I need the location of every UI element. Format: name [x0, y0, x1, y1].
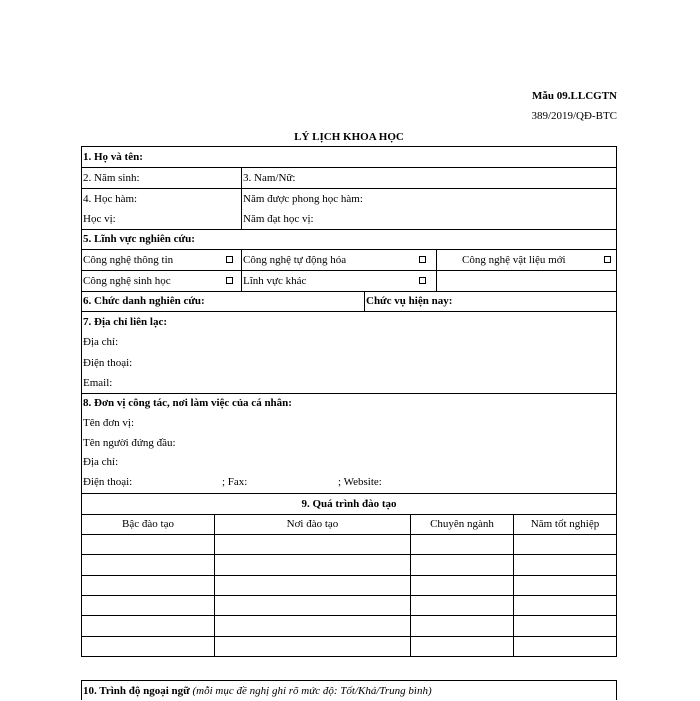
row-workplace: [82, 394, 616, 494]
option-label: Công nghệ tự động hóa: [243, 254, 347, 266]
gender-label: 3. Nam/Nữ:: [243, 172, 296, 184]
column-header-graduation-year: Năm tốt nghiệp: [530, 518, 600, 530]
workplace-unit-name-label: Tên đơn vị:: [83, 416, 135, 429]
full-name-field[interactable]: [82, 147, 616, 167]
major-cell[interactable]: [411, 637, 514, 656]
workplace-phone-field[interactable]: [83, 473, 222, 493]
major-cell[interactable]: [411, 596, 514, 615]
academic-left-cell: [82, 189, 242, 229]
institution-cell[interactable]: [215, 616, 411, 636]
languages-section-note: (mỗi mục đề nghị ghi rõ mức độ: Tốt/Khá/Trung bình): [192, 685, 432, 697]
biotechnology-checkbox[interactable]: [226, 277, 233, 284]
birth-year-field[interactable]: [82, 168, 242, 188]
table-row: [82, 637, 616, 657]
workplace-head-field[interactable]: [83, 434, 615, 454]
option-information-technology[interactable]: [82, 250, 242, 270]
level-cell[interactable]: [82, 616, 215, 636]
level-cell[interactable]: [82, 555, 215, 575]
languages-section: [81, 680, 617, 700]
workplace-phone-label: Điện thoại:: [83, 476, 133, 489]
workplace-website-field[interactable]: [338, 473, 382, 493]
form-code: Mẫu 09.LLCGTN: [532, 90, 617, 102]
academic-title-label: 4. Học hàm:: [83, 193, 138, 205]
research-title-field[interactable]: [82, 292, 365, 311]
graduation-year-cell[interactable]: [514, 535, 616, 554]
empty-cell: [437, 271, 616, 291]
academic-title-field[interactable]: [83, 189, 240, 209]
institution-cell[interactable]: [215, 555, 411, 575]
degree-year-label: Năm đạt học vị:: [243, 213, 314, 225]
research-fields-label: 5. Lĩnh vực nghiên cứu:: [83, 233, 195, 245]
current-position-field[interactable]: [365, 292, 616, 311]
option-other-field[interactable]: [242, 271, 437, 291]
automation-technology-checkbox[interactable]: [419, 256, 426, 263]
major-cell[interactable]: [411, 616, 514, 636]
column-header-major: Chuyên ngành: [411, 515, 514, 534]
option-biotechnology[interactable]: [82, 271, 242, 291]
current-position-label: Chức vụ hiện nay:: [366, 295, 453, 307]
graduation-year-cell[interactable]: [514, 637, 616, 656]
row-research-options-2: [82, 271, 616, 292]
information-technology-checkbox[interactable]: [226, 256, 233, 263]
gender-field[interactable]: [242, 168, 616, 188]
major-cell[interactable]: [411, 555, 514, 575]
graduation-year-cell[interactable]: [514, 555, 616, 575]
training-table-header: [82, 515, 616, 535]
institution-cell[interactable]: [215, 637, 411, 656]
full-name-label: 1. Họ và tên:: [83, 151, 143, 163]
row-contact: [82, 312, 616, 394]
major-cell[interactable]: [411, 576, 514, 595]
table-row: [82, 535, 616, 555]
table-row: [82, 616, 616, 637]
contact-email-field[interactable]: [83, 373, 615, 393]
graduation-year-cell[interactable]: [514, 616, 616, 636]
academic-title-year-label: Năm được phong học hàm:: [243, 193, 363, 205]
academic-title-year-field[interactable]: [243, 189, 615, 209]
level-cell[interactable]: [82, 596, 215, 615]
workplace-unit-name-field[interactable]: [83, 414, 615, 434]
column-header-institution: Nơi đào tạo: [215, 515, 411, 534]
contact-section-label: 7. Địa chỉ liên lạc:: [83, 316, 168, 328]
row-full-name: [82, 147, 616, 168]
row-training-heading: [82, 494, 616, 515]
major-cell[interactable]: [411, 535, 514, 554]
cv-form-table: [81, 146, 617, 657]
academic-right-cell: [242, 189, 616, 229]
table-row: [82, 596, 616, 616]
option-label: Công nghệ vật liệu mới: [462, 254, 566, 266]
workplace-address-field[interactable]: [83, 453, 615, 473]
workplace-contact-line: [83, 473, 615, 493]
training-section-label: 9. Quá trình đào tạo: [301, 498, 397, 510]
row-birth-gender: [82, 168, 616, 189]
contact-email-label: Email:: [83, 376, 113, 389]
contact-address-label: Địa chỉ:: [83, 336, 119, 349]
level-cell[interactable]: [82, 637, 215, 656]
workplace-website-label: ; Website:: [338, 476, 382, 489]
row-academic: [82, 189, 616, 230]
contact-phone-label: Điện thoại:: [83, 356, 133, 369]
document-title: LÝ LỊCH KHOA HỌC: [294, 131, 404, 143]
column-header-level: Bậc đào tạo: [82, 515, 215, 534]
row-position: [82, 292, 616, 312]
option-label: Công nghệ sinh học: [83, 275, 171, 287]
workplace-section-label: 8. Đơn vị công tác, nơi làm việc của cá nhân:: [83, 397, 292, 409]
option-label: Lĩnh vực khác: [243, 275, 307, 287]
graduation-year-cell[interactable]: [514, 576, 616, 595]
other-field-checkbox[interactable]: [419, 277, 426, 284]
birth-year-label: 2. Năm sinh:: [83, 172, 140, 184]
contact-cell: [82, 312, 616, 393]
degree-field[interactable]: [83, 209, 240, 229]
institution-cell[interactable]: [215, 535, 411, 554]
workplace-address-label: Địa chỉ:: [83, 456, 119, 469]
option-new-materials-technology[interactable]: [437, 250, 616, 270]
contact-address-field[interactable]: [83, 332, 615, 352]
languages-section-label: 10. Trình độ ngoại ngữ: [83, 685, 190, 697]
level-cell[interactable]: [82, 576, 215, 595]
workplace-fax-label: ; Fax:: [222, 476, 248, 489]
degree-label: Học vị:: [83, 213, 116, 225]
institution-cell[interactable]: [215, 596, 411, 615]
level-cell[interactable]: [82, 535, 215, 554]
institution-cell[interactable]: [215, 576, 411, 595]
workplace-cell: [82, 394, 616, 493]
row-research-options-1: [82, 250, 616, 271]
table-row: [82, 555, 616, 576]
training-table-body: [82, 535, 616, 657]
contact-phone-field[interactable]: [83, 353, 615, 373]
new-materials-technology-checkbox[interactable]: [604, 256, 611, 263]
decision-reference: 389/2019/QĐ-BTC: [531, 110, 617, 122]
workplace-head-label: Tên người đứng đầu:: [83, 436, 176, 449]
graduation-year-cell[interactable]: [514, 596, 616, 615]
option-label: Công nghệ thông tin: [83, 254, 174, 266]
research-title-label: 6. Chức danh nghiên cứu:: [83, 295, 205, 307]
row-research-fields-heading: [82, 230, 616, 250]
degree-year-field[interactable]: [243, 209, 615, 229]
option-automation-technology[interactable]: [242, 250, 437, 270]
table-row: [82, 576, 616, 596]
workplace-fax-field[interactable]: [222, 473, 338, 493]
